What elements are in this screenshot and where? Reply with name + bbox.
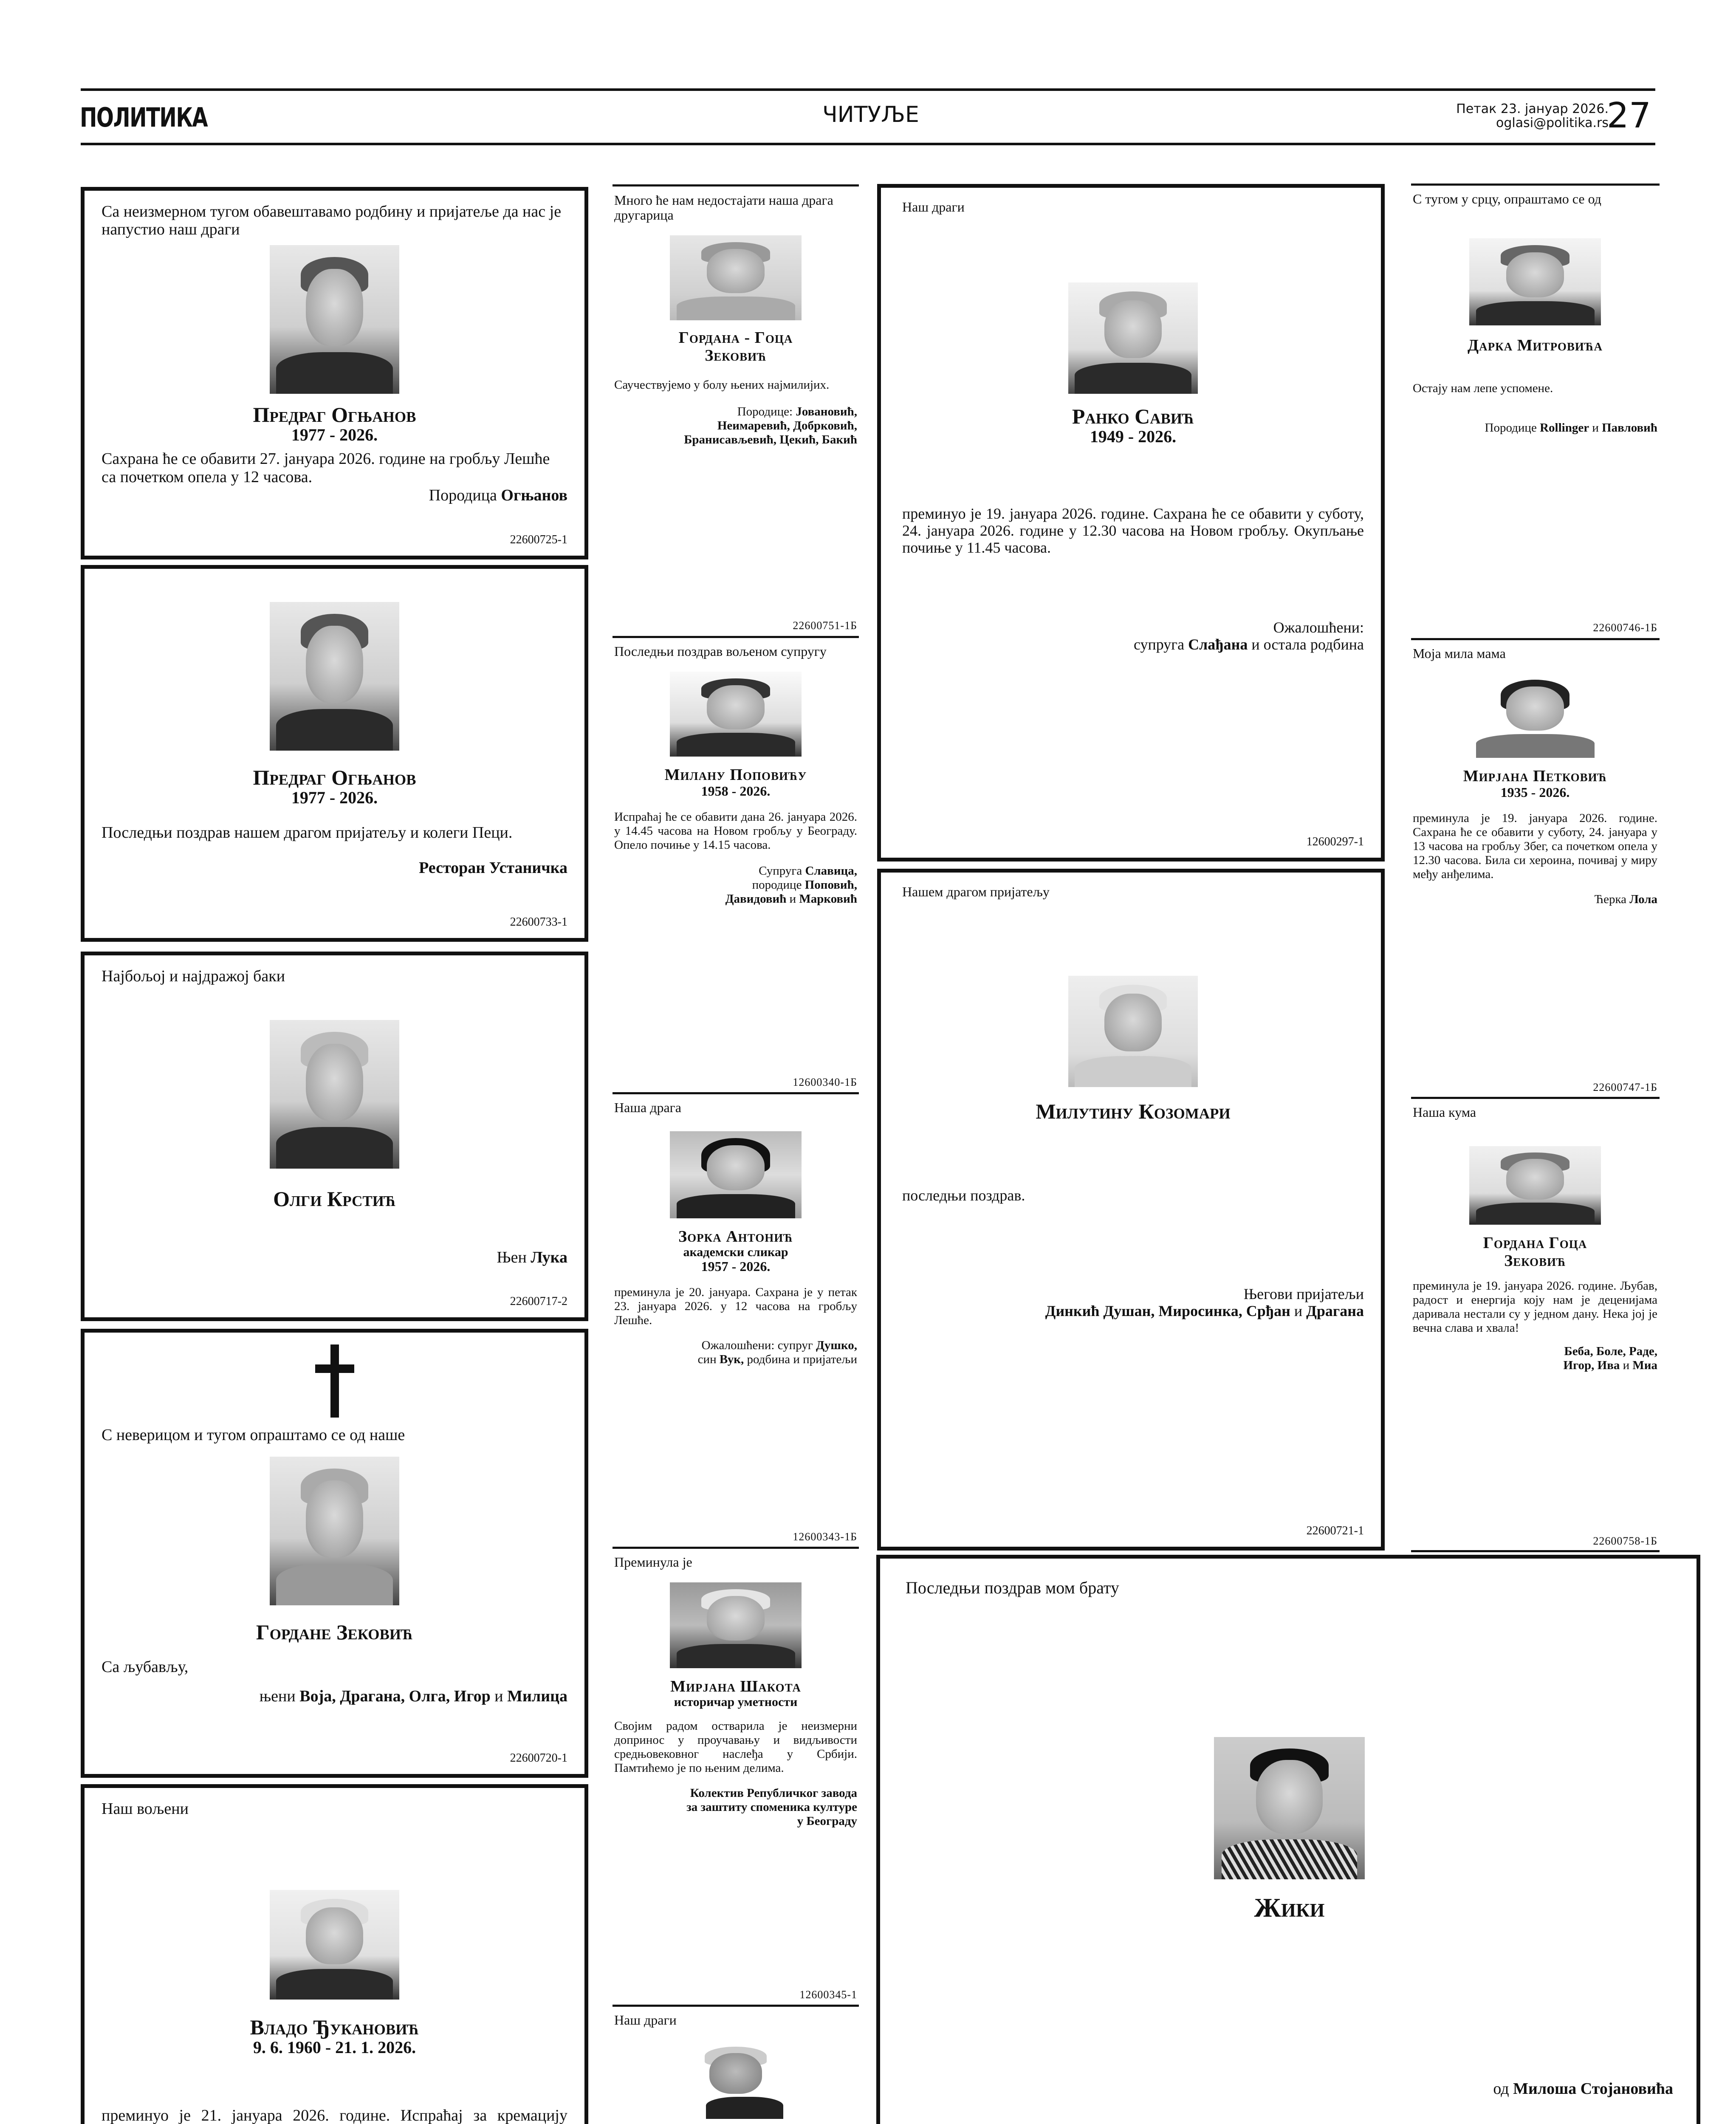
signature-line xyxy=(614,419,857,433)
obituary-plavsic xyxy=(612,2007,860,2124)
ad-code: 22600725-1 xyxy=(510,533,567,546)
page-number: 27 xyxy=(1606,96,1651,136)
portrait-photo xyxy=(670,1582,802,1668)
signature-line xyxy=(1413,1344,1657,1359)
signature-bold: Слађана xyxy=(1188,636,1248,653)
portrait-photo xyxy=(270,602,399,751)
signature-line xyxy=(614,1339,857,1353)
deceased-name: Милутину Козомари xyxy=(1036,1099,1231,1123)
funeral-details: преминула је 19. јануара 2026. године. Сахрана ће се обавити у суботу, 24. јануара у 13 часова на гробљу Збег, са почетком опела у 12.30 часова. Била си хероина, почивај у миру међу анђелима. xyxy=(1413,811,1657,881)
mourners-list xyxy=(614,864,857,906)
signature xyxy=(102,486,567,505)
signature-plain: и xyxy=(490,1687,508,1705)
signature-plain: родбина и пријатељи xyxy=(744,1353,857,1366)
signature xyxy=(614,1786,857,1828)
intro-text: Последњи поздрав мом брату xyxy=(906,1578,1119,1597)
ad-code: 22600733-1 xyxy=(510,915,567,929)
signature-plain: Њен xyxy=(497,1248,531,1266)
signature-bold: Милоша Стојановића xyxy=(1513,2080,1673,2098)
tribute-text: Својим радом остварила је неизмерни допринос у проучавању и видљивости средњовековног наслеђа у Србији. Памтићемо је по њеним делима. xyxy=(614,1719,857,1775)
obituary-mitrovic xyxy=(1410,186,1660,637)
signature-line xyxy=(614,1353,857,1367)
signature-bold: Вук, xyxy=(719,1353,744,1366)
signature-bold: Огњанов xyxy=(501,486,567,504)
signature-bold: Миа xyxy=(1632,1359,1657,1372)
signature-plain: и xyxy=(1290,1302,1307,1319)
funeral-details: Испраћај ће се обавити дана 26. јануара 2026. у 14.45 часова на Новом гробљу у Београду. Опело почиње у 14.15 часова. xyxy=(614,810,857,852)
intro-text: Последњи поздрав вољеном супругу xyxy=(614,644,827,659)
obituary-krstic xyxy=(81,952,588,1321)
deceased-name-line2: Зековић xyxy=(705,347,767,364)
signature xyxy=(1413,893,1657,907)
obituary-shakota xyxy=(612,1549,860,2004)
signature-line xyxy=(614,878,857,892)
issue-date: Петак 23. јануар 2026. xyxy=(1456,102,1609,116)
signature-line xyxy=(614,864,857,878)
signature-plain: Породице: xyxy=(737,405,796,418)
deceased-name-line1: Гордана Гоца xyxy=(1483,1234,1587,1252)
obituary-zika xyxy=(876,1555,1700,2124)
intro-text: С неверицом и тугом опраштамо се од наше xyxy=(102,1426,405,1444)
signature-plain: Породице xyxy=(1485,421,1540,435)
deceased-name: Олги Крстић xyxy=(273,1187,396,1211)
signature-bold: Rollinger xyxy=(1540,421,1589,435)
profession: академски сликар xyxy=(683,1245,788,1259)
ad-code: 22600721-1 xyxy=(1306,1524,1364,1537)
obituary-zekovic-family xyxy=(81,1329,588,1778)
section-title: ЧИТУЉЕ xyxy=(822,102,919,127)
signature xyxy=(614,405,857,447)
contact-email[interactable]: oglasi@politika.rs xyxy=(1496,116,1609,130)
farewell-text: последњи поздрав. xyxy=(902,1187,1025,1204)
deceased-name: Ранко Савић xyxy=(1072,404,1194,428)
ad-code: 22600717-2 xyxy=(510,1295,567,1308)
signature-line xyxy=(902,636,1364,653)
signature-bold: Павловић xyxy=(1602,421,1657,435)
ad-code: 22600751-1Б xyxy=(793,619,857,632)
funeral-details: Сахрана ће се обавити 27. јануара 2026. године на гробљу Лешће са почетком опела у 12 часова. xyxy=(102,450,550,486)
ad-code: 12600340-1Б xyxy=(793,1076,857,1088)
signature-plain: и остала родбина xyxy=(1248,636,1364,653)
deceased-name: Предраг Огњанов xyxy=(253,765,416,789)
intro-text: Наш вољени xyxy=(102,1800,189,1818)
signature-bold: у Београду xyxy=(797,1814,857,1828)
ad-code: 22600758-1Б xyxy=(1593,1535,1657,1547)
signature-bold: Поповић, xyxy=(804,878,857,892)
signature-bold: Динкић Душан, Миросинка, Срђан xyxy=(1045,1302,1290,1319)
intro-text: Наш драги xyxy=(902,199,965,215)
life-years: 1957 - 2026. xyxy=(701,1259,771,1274)
signature-bold: Марковић xyxy=(799,892,857,906)
deceased-name: Предраг Огњанов xyxy=(253,403,416,426)
ad-code: 22600720-1 xyxy=(510,1751,567,1765)
portrait-photo xyxy=(670,1131,802,1218)
life-dates: 9. 6. 1960 - 21. 1. 2026. xyxy=(253,2038,416,2057)
intro-text: Наша кума xyxy=(1413,1104,1476,1120)
dateline xyxy=(1456,102,1609,130)
signature-bold: Славица, xyxy=(805,864,857,878)
portrait-photo xyxy=(1469,238,1601,325)
obituary-savic xyxy=(877,184,1385,861)
intro-text: Најбољој и најдражој баки xyxy=(102,967,285,985)
signature-bold: за заштиту споменика културе xyxy=(686,1800,857,1814)
ad-code: 22600746-1Б xyxy=(1593,621,1657,634)
ad-code: 22600747-1Б xyxy=(1593,1081,1657,1093)
signature-line xyxy=(614,892,857,906)
portrait-photo xyxy=(1068,282,1198,394)
intro-text: С тугом у срцу, опраштамо се од xyxy=(1413,191,1601,206)
closing-text: Са љубављу, xyxy=(102,1658,189,1676)
signature-bold: Лола xyxy=(1629,893,1657,906)
deceased-name-line1: Гордана - Гоца xyxy=(678,329,793,347)
signature-plain: њени xyxy=(259,1687,300,1705)
signature-line: Ожалошћени: xyxy=(1273,619,1364,636)
intro-text: Са неизмерном тугом обавештавамо родбину и пријатеље да нас је напустио наш драги xyxy=(102,203,562,238)
signature-plain: Супруга xyxy=(759,864,805,878)
obituary-kozomara xyxy=(877,869,1385,1551)
portrait-photo xyxy=(676,2040,795,2119)
signature-plain: и xyxy=(786,892,799,906)
signature-plain: Породица xyxy=(429,486,501,504)
signature-line xyxy=(614,405,857,419)
obituary-zekovic-kuma xyxy=(1410,1099,1660,1551)
obituary-ognjanov-family xyxy=(81,187,588,559)
header-top-rule xyxy=(81,88,1655,91)
life-years: 1949 - 2026. xyxy=(1090,427,1177,446)
memory-text: Остају нам лепе успомене. xyxy=(1413,381,1553,395)
deceased-name: Зорка Антонић xyxy=(678,1228,793,1246)
obituary-petkovic xyxy=(1410,640,1660,1097)
intro-text: Моја мила мама xyxy=(1413,646,1506,661)
signature-line xyxy=(1413,1359,1657,1373)
intro-text: Преминула је xyxy=(614,1554,692,1570)
portrait-photo xyxy=(270,1890,399,2000)
signature-plain: и xyxy=(1589,421,1602,435)
portrait-photo xyxy=(270,1020,399,1169)
portrait-photo xyxy=(670,672,802,757)
header-bottom-rule xyxy=(81,143,1655,145)
ad-code: 12600297-1 xyxy=(1306,835,1364,848)
signature-plain: Ћерка xyxy=(1594,893,1630,906)
farewell-text: Последњи поздрав нашем драгом пријатељу и колеги Пеци. xyxy=(102,824,513,842)
signature-plain: породице xyxy=(752,878,805,892)
signature xyxy=(906,2080,1673,2098)
funeral-details: преминуо је 21. јануара 2026. године. Испраћај за кремацију xyxy=(102,2107,567,2124)
signature-bold: Игор, Ива xyxy=(1563,1359,1620,1372)
column4-bottom-rule xyxy=(1411,1550,1660,1552)
portrait-photo xyxy=(1068,976,1198,1087)
intro-text: Наша драга xyxy=(614,1100,681,1115)
deceased-name: Жики xyxy=(1254,1892,1325,1923)
portrait-photo xyxy=(1469,1146,1601,1225)
tribute-text: преминула је 19. јануара 2026. године. Љубав, радост и енергија коју нам је деценијама даривала нестали су у једном дану. Нека јој је вечна слава и хвала! xyxy=(1413,1279,1657,1335)
signature-line xyxy=(614,1786,857,1800)
obituary-popovic xyxy=(612,638,860,1092)
mourners-list xyxy=(614,1339,857,1367)
deceased-name: Милану Поповићу xyxy=(664,766,807,784)
portrait-photo xyxy=(1214,1737,1365,1879)
portrait-photo xyxy=(1469,673,1601,758)
signature-line xyxy=(614,433,857,447)
ad-code: 12600345-1 xyxy=(799,1988,857,2001)
funeral-details: преминуо је 19. јануара 2026. године. Сахрана ће се обавити у суботу, 24. јануара 2026. године у 12.30 часова на Новом гробљу. Окупљање почиње у 11.45 часова. xyxy=(902,505,1364,556)
intro-text: Наш драги xyxy=(614,2012,677,2028)
signature-bold: Милица xyxy=(507,1687,567,1705)
condolence-text: Саучествујемо у болу њених најмилијих. xyxy=(614,378,830,392)
portrait-photo xyxy=(270,1457,399,1605)
ad-code: 12600343-1Б xyxy=(793,1531,857,1543)
life-years: 1977 - 2026. xyxy=(291,425,378,444)
profession: историчар уметности xyxy=(674,1695,798,1709)
intro-text: Нашем драгом пријатељу xyxy=(902,884,1050,899)
signature xyxy=(102,859,567,877)
cross-icon xyxy=(315,1344,354,1418)
portrait-photo xyxy=(670,235,802,320)
signature-bold: Душко, xyxy=(816,1339,857,1352)
obituary-antonic xyxy=(612,1094,860,1546)
signature xyxy=(1413,421,1657,435)
signature-bold: Драгана xyxy=(1306,1302,1364,1319)
signature-line xyxy=(902,1302,1364,1319)
signature-bold: Колектив Републичког завода xyxy=(690,1786,857,1800)
signature xyxy=(1413,1344,1657,1373)
life-years: 1958 - 2026. xyxy=(701,783,771,799)
deceased-name: Дарка Митровића xyxy=(1467,336,1603,354)
signature xyxy=(102,1248,567,1267)
signature-bold: Неимаревић, Добрковић, xyxy=(717,419,857,432)
signature xyxy=(902,619,1364,653)
deceased-name: Мирјана Петковић xyxy=(1463,767,1607,785)
signature xyxy=(902,1285,1364,1319)
funeral-details: преминула је 20. јануара. Сахрана је у петак 23. јануара 2026. у 12 часова на гробљу Лешће. xyxy=(614,1285,857,1327)
obituary-ognjanov-restaurant xyxy=(81,565,588,942)
intro-text: Много ће нам недостајати наша драга другарица xyxy=(614,192,833,223)
signature-bold: Јовановић, xyxy=(796,405,857,418)
deceased-name: Владо Ђукановић xyxy=(250,2015,419,2039)
portrait-photo xyxy=(270,245,399,394)
signature-line: Његови пријатељи xyxy=(1243,1285,1364,1302)
obituary-djukanovic xyxy=(81,1784,588,2124)
deceased-name: Мирјана Шакота xyxy=(670,1678,801,1695)
newspaper-logo[interactable]: ПОЛИТИКА xyxy=(80,102,208,133)
deceased-name: Гордане Зековић xyxy=(256,1620,413,1644)
signature-plain: супруга xyxy=(1134,636,1188,653)
signature-bold: Воја, Драгана, Олга, Игор xyxy=(299,1687,491,1705)
signature-bold: Беба, Боле, Раде, xyxy=(1564,1344,1657,1358)
life-years: 1977 - 2026. xyxy=(291,788,378,807)
signature xyxy=(102,1687,567,1706)
signature-bold: Лука xyxy=(531,1248,567,1266)
signature-plain: син xyxy=(697,1353,720,1366)
signature-plain: и xyxy=(1620,1359,1633,1372)
signature-plain: од xyxy=(1493,2080,1513,2098)
signature-plain: Ожалошћени: супруг xyxy=(701,1339,816,1352)
life-years: 1935 - 2026. xyxy=(1500,785,1570,800)
signature-bold: Бранисављевић, Цекић, Бакић xyxy=(684,433,857,446)
deceased-name-line2: Зековић xyxy=(1504,1252,1566,1270)
signature-line xyxy=(614,1814,857,1828)
signature-line xyxy=(614,1800,857,1814)
obituary-zekovic-friends xyxy=(612,187,860,635)
column2-top-rule xyxy=(613,184,859,186)
signature-bold: Давидовић xyxy=(725,892,787,906)
signature-bold: Ресторан Устаничка xyxy=(419,859,567,877)
